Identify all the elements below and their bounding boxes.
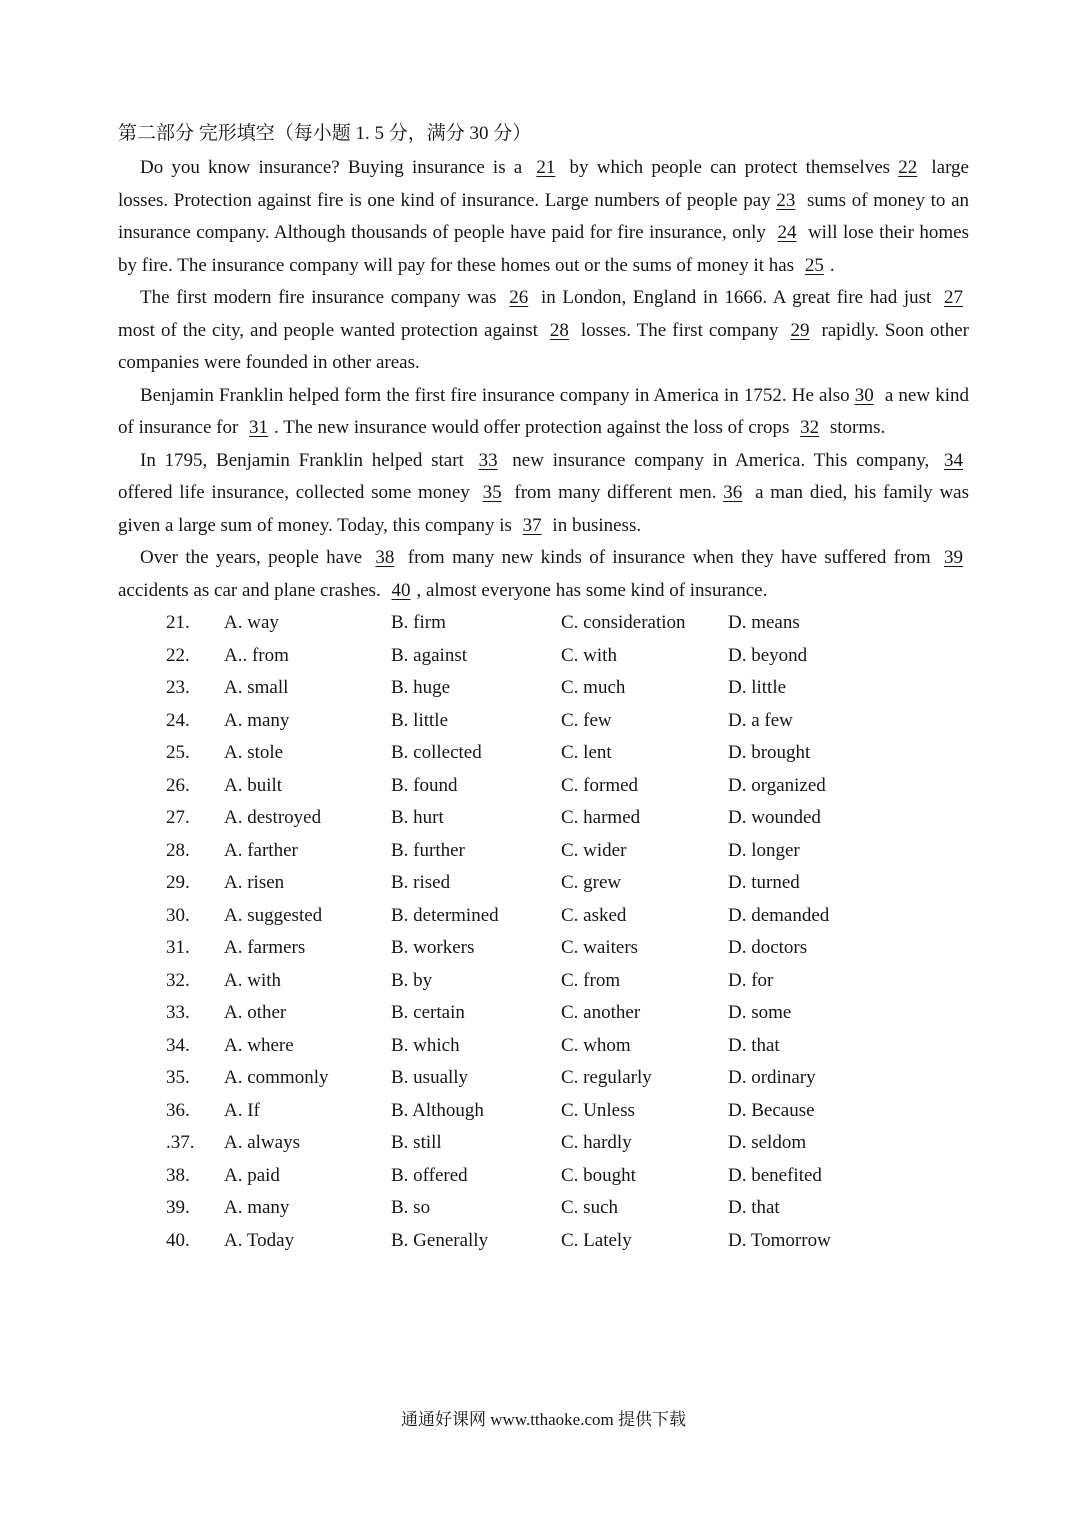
- option-a: A.. from: [224, 644, 289, 666]
- question-number: 36.: [166, 1099, 190, 1121]
- question-number: 25.: [166, 742, 190, 763]
- passage-text: . The new insurance would offer protection against the loss of crops: [274, 417, 795, 438]
- option-a: A. with: [224, 969, 281, 991]
- option-c: C. wider: [561, 839, 627, 861]
- option-a: A. Today: [224, 1229, 295, 1251]
- page-footer: 通通好课网 www.tthaoke.com 提供下载: [400, 1410, 687, 1429]
- option-row: [118, 965, 969, 998]
- option-b: B. certain: [391, 1002, 465, 1023]
- option-d: D. wounded: [728, 807, 821, 828]
- option-b: B. collected: [391, 742, 482, 763]
- option-a: A. If: [224, 1099, 260, 1121]
- option-row: [118, 770, 969, 803]
- option-row: [118, 672, 969, 705]
- option-c: C. such: [561, 1197, 618, 1218]
- option-row: [118, 705, 969, 738]
- question-number: 35.: [166, 1067, 190, 1088]
- blank-number: 31: [249, 417, 269, 438]
- passage-text: Benjamin Franklin helped form the first fire insurance company in America in 1752. He also: [140, 384, 855, 406]
- option-c: C. grew: [561, 872, 622, 893]
- option-d: D. brought: [728, 742, 811, 763]
- question-number: 39.: [166, 1197, 190, 1218]
- blank-number: 36: [723, 482, 743, 503]
- blank-number: 37: [522, 514, 542, 536]
- blank-number: 26: [509, 287, 529, 308]
- passage-paragraph: [118, 542, 969, 607]
- option-b: B. so: [391, 1197, 431, 1218]
- passage-text: a man died, his family was given a large sum of money. Today, this company is: [118, 482, 969, 536]
- question-number: 27.: [166, 807, 190, 828]
- passage-text: accidents as car and plane crashes.: [118, 579, 386, 601]
- option-a: A. always: [224, 1132, 300, 1153]
- passage-text: storms.: [825, 417, 886, 438]
- passage-text: losses. The first company: [574, 319, 785, 341]
- option-row: [118, 802, 969, 835]
- option-b: B. hurt: [391, 807, 444, 828]
- passage-text: in business.: [547, 514, 642, 536]
- option-a: A. suggested: [224, 904, 323, 926]
- passage-text: most of the city, and people wanted protection against: [118, 319, 544, 341]
- option-row: [118, 1160, 969, 1193]
- option-a: A. destroyed: [224, 807, 322, 828]
- option-row: [118, 1062, 969, 1095]
- cloze-passage: [118, 152, 969, 607]
- option-c: C. asked: [561, 904, 627, 926]
- option-b: B. rised: [391, 872, 451, 893]
- option-row: [118, 1127, 969, 1160]
- blank-number: 28: [549, 319, 569, 341]
- question-number: 34.: [166, 1034, 190, 1056]
- option-a: A. small: [224, 677, 289, 698]
- blank-number: 33: [478, 449, 498, 471]
- passage-text: Do you know insurance? Buying insurance is a: [140, 157, 531, 178]
- option-b: B. offered: [391, 1164, 468, 1186]
- option-c: C. hardly: [561, 1132, 632, 1153]
- blank-number: 39: [944, 547, 963, 568]
- section-heading: 第二部分 完形填空（每小题 1. 5 分，满分 30 分）: [118, 123, 532, 144]
- option-b: B. determined: [391, 904, 499, 926]
- passage-text: in London, England in 1666. A great fire had just: [534, 287, 938, 308]
- question-number: 29.: [166, 872, 190, 893]
- option-a: A. farmers: [224, 937, 306, 958]
- passage-text: from many different men.: [507, 482, 724, 503]
- option-b: B. workers: [391, 937, 475, 958]
- option-d: D. Because: [728, 1099, 815, 1121]
- question-number: 23.: [166, 677, 190, 698]
- passage-text: , almost everyone has some kind of insurance.: [416, 579, 768, 601]
- option-c: C. Unless: [561, 1099, 635, 1121]
- passage-text: The first modern fire insurance company was: [140, 287, 504, 308]
- question-number: 21.: [166, 612, 190, 633]
- option-a: A. many: [224, 709, 290, 731]
- option-d: D. doctors: [728, 937, 808, 958]
- option-a: A. paid: [224, 1164, 280, 1186]
- blank-number: 38: [375, 547, 395, 568]
- question-number: 40.: [166, 1229, 190, 1251]
- option-d: D. little: [728, 677, 787, 698]
- passage-text: Over the years, people have: [140, 547, 370, 568]
- option-d: D. Tomorrow: [728, 1229, 831, 1251]
- option-a: A. where: [224, 1034, 294, 1056]
- option-b: B. Although: [391, 1099, 484, 1121]
- option-row: [118, 640, 969, 673]
- option-b: B. little: [391, 709, 448, 731]
- option-c: C. Lately: [561, 1229, 632, 1251]
- option-row: [118, 1095, 969, 1128]
- blank-number: 35: [482, 482, 502, 503]
- option-row: [118, 900, 969, 933]
- blank-number: 29: [790, 319, 810, 341]
- option-c: C. waiters: [561, 937, 639, 958]
- option-row: [118, 997, 969, 1030]
- option-d: D. a few: [728, 709, 793, 731]
- option-d: D. for: [728, 969, 774, 991]
- question-number: 33.: [166, 1002, 190, 1023]
- passage-text: will lose their homes by fire. The insurance company will pay for these homes out or the sums of money it has: [118, 222, 969, 276]
- option-row: [118, 737, 969, 770]
- option-a: A. way: [224, 612, 279, 633]
- blank-number: 24: [777, 222, 797, 243]
- exam-page: [118, 118, 969, 1257]
- option-d: D. ordinary: [728, 1067, 816, 1088]
- option-row: [118, 932, 969, 965]
- blank-number: 25: [804, 254, 824, 276]
- option-c: C. few: [561, 709, 612, 731]
- option-a: A. risen: [224, 872, 285, 893]
- option-d: D. organized: [728, 774, 826, 796]
- question-number: 30.: [166, 904, 190, 926]
- option-c: C. with: [561, 644, 617, 666]
- option-b: B. against: [391, 644, 467, 666]
- option-c: C. regularly: [561, 1067, 652, 1088]
- option-c: C. whom: [561, 1034, 631, 1056]
- option-b: B. by: [391, 969, 433, 991]
- option-c: C. lent: [561, 742, 612, 763]
- option-c: C. much: [561, 677, 626, 698]
- option-b: B. still: [391, 1132, 442, 1153]
- passage-text: rapidly. Soon other companies were founded in other areas.: [118, 319, 969, 373]
- option-d: D. longer: [728, 839, 800, 861]
- option-b: B. which: [391, 1034, 460, 1056]
- blank-number: 27: [944, 287, 963, 308]
- passage-paragraph: [118, 152, 969, 282]
- option-c: C. bought: [561, 1164, 636, 1186]
- question-number: 28.: [166, 839, 190, 861]
- option-d: D. means: [728, 612, 800, 633]
- option-a: A. built: [224, 774, 283, 796]
- option-a: A. stole: [224, 742, 284, 763]
- option-d: D. that: [728, 1034, 780, 1056]
- question-number: 26.: [166, 774, 190, 796]
- option-b: B. firm: [391, 612, 446, 633]
- option-c: C. another: [561, 1002, 641, 1023]
- option-row: [118, 1192, 969, 1225]
- passage-paragraph: [118, 445, 969, 543]
- blank-number: 34: [944, 449, 963, 471]
- question-number: 31.: [166, 937, 190, 958]
- option-c: C. harmed: [561, 807, 641, 828]
- option-a: A. farther: [224, 839, 298, 861]
- option-row: [118, 607, 969, 640]
- question-number: 38.: [166, 1164, 190, 1186]
- passage-text: a new kind of insurance for: [118, 384, 969, 438]
- passage-text: large losses. Protection against fire is one kind of insurance. Large numbers of people pay: [118, 157, 969, 211]
- option-d: D. benefited: [728, 1164, 822, 1186]
- option-d: D. beyond: [728, 644, 808, 666]
- blank-number: 23: [776, 189, 796, 211]
- option-a: A. many: [224, 1197, 290, 1218]
- option-c: C. formed: [561, 774, 639, 796]
- passage-text: from many new kinds of insurance when they have suffered from: [400, 547, 938, 568]
- option-d: D. that: [728, 1197, 780, 1218]
- option-a: A. commonly: [224, 1067, 329, 1088]
- option-d: D. seldom: [728, 1132, 807, 1153]
- options-list: [118, 607, 969, 1257]
- option-row: [118, 1030, 969, 1063]
- passage-paragraph: [118, 282, 969, 380]
- passage-text: new insurance company in America. This company,: [503, 449, 938, 471]
- option-a: A. other: [224, 1002, 287, 1023]
- blank-number: 21: [536, 157, 556, 178]
- blank-number: 40: [391, 579, 411, 601]
- question-number: 32.: [166, 969, 190, 991]
- option-b: B. huge: [391, 677, 451, 698]
- option-row: [118, 1225, 969, 1258]
- option-d: D. some: [728, 1002, 792, 1023]
- option-row: [118, 835, 969, 868]
- option-c: C. from: [561, 969, 621, 991]
- question-number: 24.: [166, 709, 190, 731]
- option-row: [118, 867, 969, 900]
- option-d: D. demanded: [728, 904, 830, 926]
- option-b: B. further: [391, 839, 465, 861]
- option-b: B. Generally: [391, 1229, 489, 1251]
- passage-paragraph: [118, 380, 969, 445]
- passage-text: In 1795, Benjamin Franklin helped start: [140, 449, 473, 471]
- blank-number: 30: [854, 384, 874, 406]
- option-b: B. usually: [391, 1067, 469, 1088]
- option-c: C. consideration: [561, 612, 686, 633]
- blank-number: 32: [800, 417, 820, 438]
- blank-number: 22: [898, 157, 918, 178]
- question-number: 22.: [166, 644, 190, 666]
- question-number: .37.: [166, 1132, 195, 1153]
- option-d: D. turned: [728, 872, 800, 893]
- passage-text: sums of money to an insurance company. Although thousands of people have paid for fire insurance, only: [118, 189, 970, 243]
- passage-text: by which people can protect themselves: [561, 157, 899, 178]
- passage-text: offered life insurance, collected some money: [118, 482, 477, 503]
- passage-text: .: [829, 254, 835, 276]
- option-b: B. found: [391, 774, 458, 796]
